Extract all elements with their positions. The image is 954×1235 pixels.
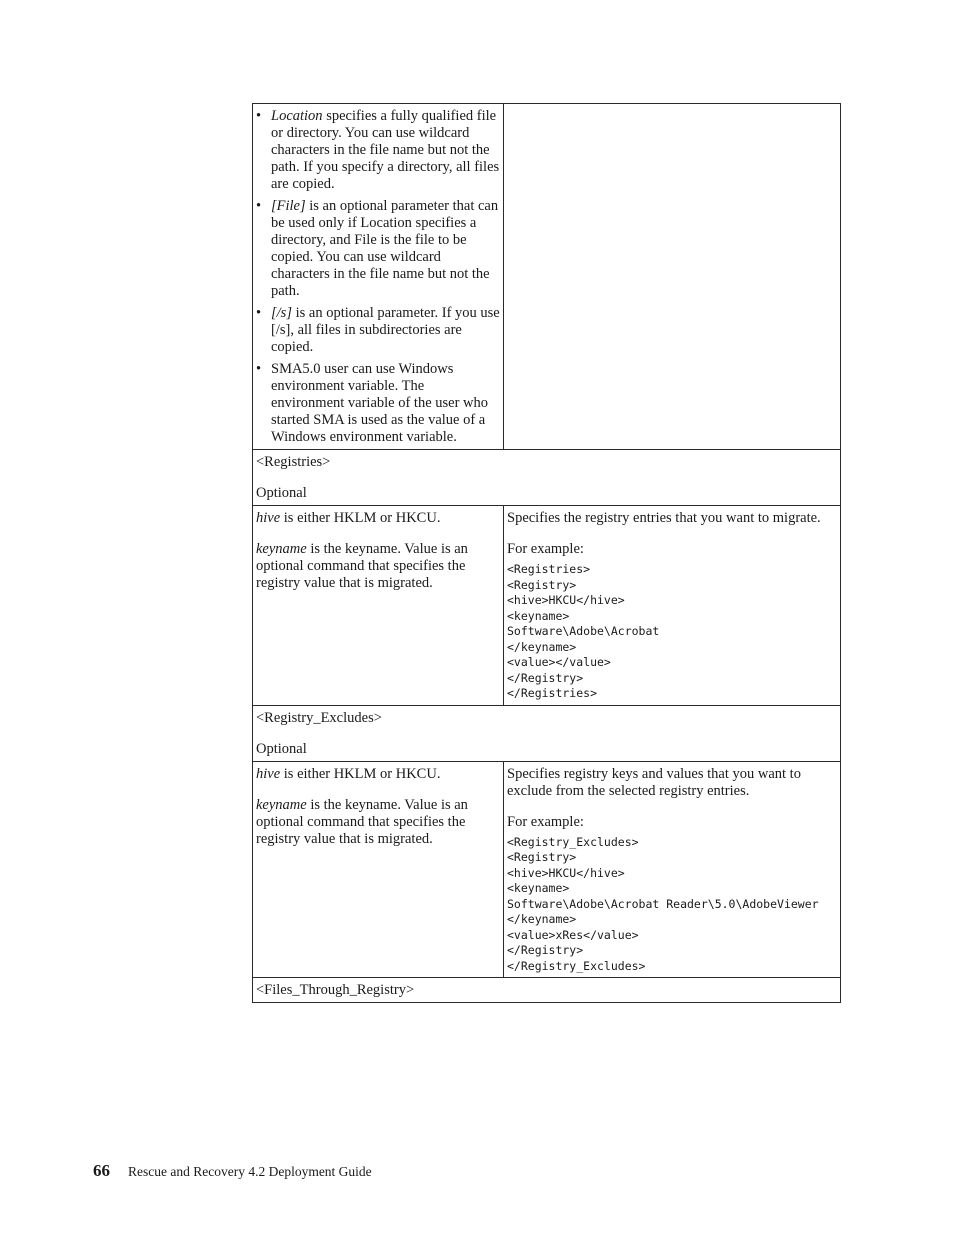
- keyname-term: keyname: [256, 796, 307, 813]
- hive-term: hive: [256, 510, 281, 526]
- empty-cell: [504, 104, 841, 450]
- hive-term: hive: [256, 765, 281, 782]
- hive-text: is either HKLM or HKCU.: [280, 510, 441, 526]
- registry-excludes-description: Specifies registry keys and values that you want to exclude from the selected registry entries.: [507, 765, 801, 799]
- registries-description: Specifies the registry entries that you want to migrate.: [507, 510, 821, 526]
- page-number: 66: [93, 1161, 110, 1180]
- list-item-file: [256, 198, 500, 300]
- hive-description: [256, 766, 500, 783]
- bullet-term: Location: [271, 108, 323, 124]
- registries-description-cell: [504, 506, 841, 706]
- registries-tag: <Registries>: [256, 454, 331, 470]
- registry-excludes-tag: <Registry_Excludes>: [256, 709, 382, 726]
- hive-text: is either HKLM or HKCU.: [280, 765, 441, 782]
- list-item-location: [256, 108, 500, 193]
- table-row-registry-excludes-tag: [253, 705, 841, 761]
- files-through-registry-tag-cell: [253, 978, 841, 1003]
- list-item-subdirectories: [256, 305, 500, 356]
- registries-params-cell: [253, 506, 504, 706]
- keyname-description: [256, 541, 500, 592]
- list-item-environment-variable: [256, 361, 500, 446]
- example-label: For example:: [507, 813, 584, 830]
- parameter-table: [252, 103, 841, 1003]
- bullet-term: [/s]: [271, 305, 292, 321]
- keyname-term: keyname: [256, 541, 307, 557]
- registries-tag-cell: [253, 450, 841, 506]
- table-row-files-through-registry-tag: [253, 978, 841, 1003]
- parameter-bullet-list: [256, 108, 500, 446]
- hive-description: [256, 510, 500, 527]
- registry-excludes-description-cell: [504, 761, 841, 978]
- page-footer: [93, 1161, 372, 1181]
- bullet-text: is an optional parameter that can be used only if Location specifies a directory, and File is the file to be copied. You can use wildcard characters in the file name but not the path.: [271, 198, 499, 299]
- keyname-text: is the keyname. Value is an optional command that specifies the registry value that is migrated.: [256, 541, 468, 591]
- table-row-registries-details: [253, 506, 841, 706]
- registry-excludes-optional-label: Optional: [256, 740, 307, 757]
- bullet-text: specifies a fully qualified file or directory. You can use wildcard characters in the file name but not the path. If you specify a directory, all files are copied.: [271, 108, 500, 192]
- registry-excludes-tag-cell: [253, 705, 841, 761]
- bullet-term: [File]: [271, 198, 306, 214]
- location-params-cell: [253, 104, 504, 450]
- keyname-text: is the keyname. Value is an optional command that specifies the registry value that is migrated.: [256, 796, 468, 847]
- registry-excludes-params-cell: [253, 761, 504, 978]
- table-row-location-params: [253, 104, 841, 450]
- bullet-text: SMA5.0 user can use Windows environment variable. The environment variable of the user who started SMA is used as the value of a Windows environment variable.: [271, 361, 489, 445]
- example-label: For example:: [507, 541, 584, 557]
- registries-code-example: <Registries> <Registry> <hive>HKCU</hive> <keyname> Software\Adobe\Acrobat </keyname> <value></value> </Registry> </Registries>: [507, 562, 660, 700]
- keyname-description: [256, 797, 500, 848]
- table-row-registry-excludes-details: [253, 761, 841, 978]
- registry-excludes-code-example: <Registry_Excludes> <Registry> <hive>HKCU</hive> <keyname> Software\Adobe\Acrobat Reader\5.0\AdobeViewer </keyname> <value>xRes</value> </Registry> </Registry_Excludes>: [507, 834, 819, 973]
- table-row-registries-tag: [253, 450, 841, 506]
- document-title: Rescue and Recovery 4.2 Deployment Guide: [128, 1164, 372, 1179]
- registries-optional-label: Optional: [256, 485, 307, 501]
- bullet-text: is an optional parameter. If you use [/s], all files in subdirectories are copied.: [271, 305, 500, 355]
- files-through-registry-tag: <Files_Through_Registry>: [256, 982, 415, 998]
